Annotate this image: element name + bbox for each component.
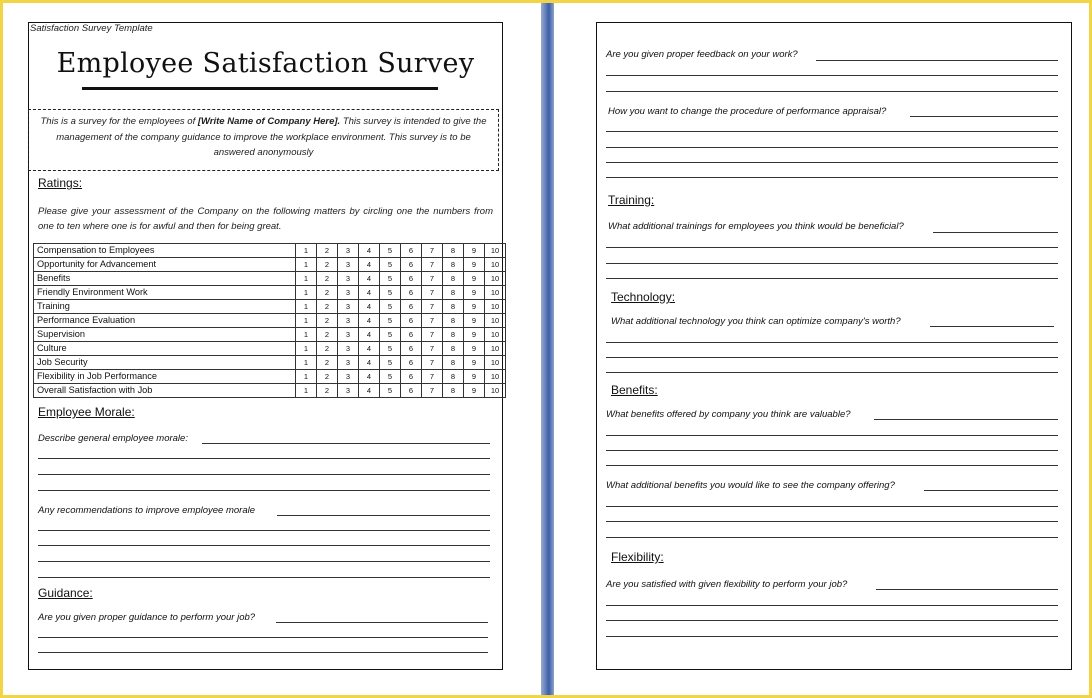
rating-item-label: Benefits xyxy=(34,272,296,286)
flexibility-heading: Flexibility: xyxy=(611,550,664,564)
answer-line[interactable] xyxy=(38,577,490,578)
answer-line[interactable] xyxy=(924,490,1058,491)
morale-question-2: Any recommendations to improve employee morale xyxy=(38,505,256,516)
rating-item-label: Flexibility in Job Performance xyxy=(34,370,296,384)
rating-item-label: Job Security xyxy=(34,356,296,370)
rating-option[interactable]: 1 xyxy=(296,244,317,258)
rating-option[interactable]: 9 xyxy=(464,356,485,370)
rating-option[interactable]: 7 xyxy=(422,244,443,258)
rating-item-label: Friendly Environment Work xyxy=(34,286,296,300)
answer-line[interactable] xyxy=(816,60,1058,61)
training-heading: Training: xyxy=(608,193,655,207)
answer-line[interactable] xyxy=(38,545,490,546)
answer-line[interactable] xyxy=(606,605,1058,606)
rating-option[interactable]: 3 xyxy=(338,258,359,272)
rating-option[interactable]: 4 xyxy=(359,300,380,314)
rating-row xyxy=(34,300,506,314)
benefits-question-2: What additional benefits you would like to see the company offering? xyxy=(606,480,895,491)
feedback-question-2: How you want to change the procedure of performance appraisal? xyxy=(608,106,887,117)
page-title: Employee Satisfaction Survey xyxy=(56,48,475,79)
answer-line[interactable] xyxy=(606,506,1058,507)
answer-line[interactable] xyxy=(202,443,490,444)
rating-option[interactable]: 5 xyxy=(380,286,401,300)
rating-row xyxy=(34,342,506,356)
rating-row xyxy=(34,272,506,286)
rating-item-label: Supervision xyxy=(34,328,296,342)
answer-line[interactable] xyxy=(606,263,1058,264)
rating-option[interactable]: 5 xyxy=(380,244,401,258)
intro-box xyxy=(28,109,499,171)
rating-row xyxy=(34,328,506,342)
rating-row xyxy=(34,384,506,398)
answer-line[interactable] xyxy=(910,116,1058,117)
rating-option[interactable]: 4 xyxy=(359,244,380,258)
rating-option[interactable]: 9 xyxy=(464,328,485,342)
rating-option[interactable]: 2 xyxy=(317,258,338,272)
rating-item-label: Opportunity for Advancement xyxy=(34,258,296,272)
rating-item-label: Overall Satisfaction with Job xyxy=(34,384,296,398)
rating-row xyxy=(34,314,506,328)
rating-option[interactable]: 5 xyxy=(380,328,401,342)
rating-option[interactable]: 1 xyxy=(296,328,317,342)
guidance-question-1: Are you given proper guidance to perform your job? xyxy=(38,612,256,623)
intro-text-before: This is a survey for the employees of xyxy=(40,116,198,127)
rating-option[interactable]: 8 xyxy=(443,370,464,384)
rating-option[interactable]: 1 xyxy=(296,314,317,328)
answer-line[interactable] xyxy=(38,458,490,459)
answer-line[interactable] xyxy=(606,91,1058,92)
answer-line[interactable] xyxy=(606,147,1058,148)
right-page-frame xyxy=(596,22,1072,670)
morale-question-1: Describe general employee morale: xyxy=(38,433,188,444)
rating-item-label: Training xyxy=(34,300,296,314)
rating-option[interactable]: 10 xyxy=(485,244,506,258)
answer-line[interactable] xyxy=(606,521,1058,522)
rating-option[interactable]: 9 xyxy=(464,272,485,286)
rating-option[interactable]: 5 xyxy=(380,356,401,370)
answer-line[interactable] xyxy=(606,131,1058,132)
answer-line[interactable] xyxy=(933,232,1058,233)
answer-line[interactable] xyxy=(38,637,488,638)
rating-option[interactable]: 3 xyxy=(338,384,359,398)
rating-option[interactable]: 8 xyxy=(443,356,464,370)
rating-option[interactable]: 4 xyxy=(359,370,380,384)
answer-line[interactable] xyxy=(606,620,1058,621)
rating-option[interactable]: 5 xyxy=(380,300,401,314)
rating-option[interactable]: 1 xyxy=(296,356,317,370)
rating-option[interactable]: 1 xyxy=(296,370,317,384)
rating-option[interactable]: 1 xyxy=(296,342,317,356)
rating-option[interactable]: 8 xyxy=(443,328,464,342)
rating-option[interactable]: 6 xyxy=(401,244,422,258)
rating-option[interactable]: 8 xyxy=(443,342,464,356)
rating-option[interactable]: 3 xyxy=(338,370,359,384)
rating-option[interactable]: 4 xyxy=(359,384,380,398)
rating-option[interactable]: 4 xyxy=(359,258,380,272)
rating-option[interactable]: 10 xyxy=(485,286,506,300)
ratings-instructions: Please give your assessment of the Company on the following matters by circling one the numbers from one to ten where one is for awful and then for being great. xyxy=(38,206,493,232)
rating-option[interactable]: 4 xyxy=(359,272,380,286)
rating-option[interactable]: 1 xyxy=(296,300,317,314)
rating-option[interactable]: 4 xyxy=(359,342,380,356)
rating-option[interactable]: 2 xyxy=(317,272,338,286)
rating-option[interactable]: 9 xyxy=(464,342,485,356)
rating-option[interactable]: 3 xyxy=(338,328,359,342)
answer-line[interactable] xyxy=(38,474,490,475)
rating-option[interactable]: 10 xyxy=(485,272,506,286)
rating-option[interactable]: 4 xyxy=(359,328,380,342)
feedback-question-1: Are you given proper feedback on your work? xyxy=(606,49,798,60)
flexibility-question-1: Are you satisfied with given flexibility to perform your job? xyxy=(606,579,848,590)
rating-option[interactable]: 5 xyxy=(380,342,401,356)
benefits-heading: Benefits: xyxy=(611,383,658,397)
rating-option[interactable]: 2 xyxy=(317,244,338,258)
rating-option[interactable]: 1 xyxy=(296,286,317,300)
rating-option[interactable]: 6 xyxy=(401,328,422,342)
rating-option[interactable]: 6 xyxy=(401,286,422,300)
rating-option[interactable]: 4 xyxy=(359,356,380,370)
rating-option[interactable]: 6 xyxy=(401,272,422,286)
answer-line[interactable] xyxy=(606,465,1058,466)
rating-option[interactable]: 7 xyxy=(422,314,443,328)
rating-option[interactable]: 7 xyxy=(422,370,443,384)
answer-line[interactable] xyxy=(606,177,1058,178)
answer-line[interactable] xyxy=(930,326,1054,327)
ratings-table xyxy=(33,243,506,398)
rating-row xyxy=(34,370,506,384)
rating-row xyxy=(34,286,506,300)
answer-line[interactable] xyxy=(606,537,1058,538)
answer-line[interactable] xyxy=(606,636,1058,637)
rating-option[interactable]: 2 xyxy=(317,356,338,370)
page-gutter xyxy=(541,3,554,695)
answer-line[interactable] xyxy=(606,435,1058,436)
intro-text-after: This survey is intended to give the management of the company guidance to improve the workplace environment. This survey is to be answered anonymously xyxy=(56,116,487,158)
rating-option[interactable]: 10 xyxy=(485,384,506,398)
answer-line[interactable] xyxy=(606,450,1058,451)
rating-option[interactable]: 8 xyxy=(443,384,464,398)
rating-option[interactable]: 6 xyxy=(401,314,422,328)
template-label: Satisfaction Survey Template xyxy=(30,23,153,34)
morale-heading: Employee Morale: xyxy=(38,405,135,419)
rating-option[interactable]: 4 xyxy=(359,314,380,328)
rating-option[interactable]: 9 xyxy=(464,286,485,300)
rating-option[interactable]: 6 xyxy=(401,370,422,384)
rating-option[interactable]: 1 xyxy=(296,384,317,398)
rating-option[interactable]: 9 xyxy=(464,314,485,328)
rating-option[interactable]: 8 xyxy=(443,272,464,286)
training-question-1: What additional trainings for employees you think would be beneficial? xyxy=(608,221,904,232)
rating-option[interactable]: 10 xyxy=(485,342,506,356)
rating-option[interactable]: 3 xyxy=(338,314,359,328)
rating-option[interactable]: 5 xyxy=(380,258,401,272)
benefits-question-1: What benefits offered by company you think are valuable? xyxy=(606,409,851,420)
answer-line[interactable] xyxy=(874,419,1058,420)
rating-option[interactable]: 6 xyxy=(401,300,422,314)
rating-option[interactable]: 1 xyxy=(296,272,317,286)
rating-row xyxy=(34,356,506,370)
title-underline xyxy=(82,87,438,90)
answer-line[interactable] xyxy=(277,515,490,516)
rating-option[interactable]: 10 xyxy=(485,314,506,328)
answer-line[interactable] xyxy=(606,357,1058,358)
answer-line[interactable] xyxy=(38,490,490,491)
rating-option[interactable]: 9 xyxy=(464,300,485,314)
rating-option[interactable]: 9 xyxy=(464,244,485,258)
answer-line[interactable] xyxy=(606,372,1058,373)
rating-option[interactable]: 10 xyxy=(485,300,506,314)
answer-line[interactable] xyxy=(606,75,1058,76)
rating-option[interactable]: 10 xyxy=(485,370,506,384)
answer-line[interactable] xyxy=(606,162,1058,163)
rating-option[interactable]: 5 xyxy=(380,272,401,286)
rating-row xyxy=(34,258,506,272)
rating-option[interactable]: 2 xyxy=(317,370,338,384)
rating-option[interactable]: 9 xyxy=(464,258,485,272)
rating-option[interactable]: 7 xyxy=(422,286,443,300)
rating-option[interactable]: 2 xyxy=(317,286,338,300)
rating-option[interactable]: 8 xyxy=(443,244,464,258)
rating-option[interactable]: 8 xyxy=(443,314,464,328)
rating-option[interactable]: 2 xyxy=(317,342,338,356)
rating-option[interactable]: 3 xyxy=(338,300,359,314)
answer-line[interactable] xyxy=(38,561,490,562)
rating-option[interactable]: 7 xyxy=(422,342,443,356)
rating-option[interactable]: 2 xyxy=(317,384,338,398)
rating-option[interactable]: 3 xyxy=(338,342,359,356)
rating-option[interactable]: 7 xyxy=(422,356,443,370)
rating-option[interactable]: 3 xyxy=(338,272,359,286)
rating-option[interactable]: 3 xyxy=(338,356,359,370)
rating-option[interactable]: 8 xyxy=(443,286,464,300)
ratings-heading: Ratings: xyxy=(38,176,83,190)
rating-option[interactable]: 7 xyxy=(422,300,443,314)
rating-option[interactable]: 8 xyxy=(443,258,464,272)
rating-option[interactable]: 7 xyxy=(422,384,443,398)
rating-option[interactable]: 10 xyxy=(485,356,506,370)
company-name-placeholder[interactable]: [Write Name of Company Here]. xyxy=(197,116,341,127)
rating-option[interactable]: 7 xyxy=(422,258,443,272)
rating-option[interactable]: 2 xyxy=(317,314,338,328)
rating-option[interactable]: 6 xyxy=(401,384,422,398)
technology-question-1: What additional technology you think can optimize company's worth? xyxy=(611,316,901,327)
rating-option[interactable]: 4 xyxy=(359,286,380,300)
rating-option[interactable]: 3 xyxy=(338,286,359,300)
rating-item-label: Performance Evaluation xyxy=(34,314,296,328)
answer-line[interactable] xyxy=(38,530,490,531)
rating-option[interactable]: 1 xyxy=(296,258,317,272)
answer-line[interactable] xyxy=(606,342,1058,343)
rating-option[interactable]: 2 xyxy=(317,300,338,314)
answer-line[interactable] xyxy=(876,589,1058,590)
guidance-heading: Guidance: xyxy=(38,586,93,600)
rating-row xyxy=(34,244,506,258)
rating-option[interactable]: 5 xyxy=(380,384,401,398)
answer-line[interactable] xyxy=(606,247,1058,248)
rating-option[interactable]: 5 xyxy=(380,314,401,328)
rating-option[interactable]: 2 xyxy=(317,328,338,342)
rating-option[interactable]: 9 xyxy=(464,384,485,398)
rating-option[interactable]: 10 xyxy=(485,258,506,272)
technology-heading: Technology: xyxy=(611,290,676,304)
answer-line[interactable] xyxy=(276,622,488,623)
rating-option[interactable]: 5 xyxy=(380,370,401,384)
rating-item-label: Compensation to Employees xyxy=(34,244,296,258)
rating-option[interactable]: 7 xyxy=(422,272,443,286)
rating-item-label: Culture xyxy=(34,342,296,356)
answer-line[interactable] xyxy=(606,278,1058,279)
rating-option[interactable]: 7 xyxy=(422,328,443,342)
rating-option[interactable]: 3 xyxy=(338,244,359,258)
answer-line[interactable] xyxy=(38,652,488,653)
rating-option[interactable]: 6 xyxy=(401,258,422,272)
rating-option[interactable]: 10 xyxy=(485,328,506,342)
rating-option[interactable]: 6 xyxy=(401,356,422,370)
rating-option[interactable]: 8 xyxy=(443,300,464,314)
rating-option[interactable]: 6 xyxy=(401,342,422,356)
rating-option[interactable]: 9 xyxy=(464,370,485,384)
